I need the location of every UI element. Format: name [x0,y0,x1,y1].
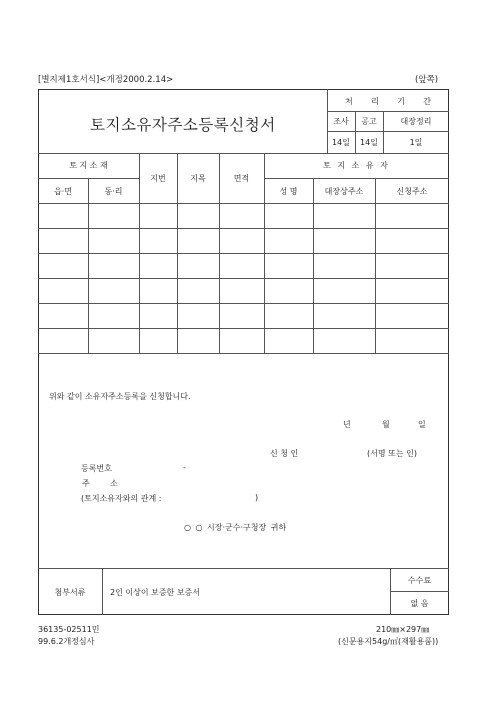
divider [88,178,89,353]
form-code: [별지제1호서식]<개정2000.2.14> [38,75,174,85]
applicant-label: 신 청 인 [270,449,299,458]
divider [327,111,449,112]
divider [264,153,265,353]
fee-label: 수수료 [407,576,432,585]
divider [390,591,449,592]
processing-period-label: 처 리 기 간 [345,97,431,106]
divider [102,568,103,615]
divider [38,328,449,329]
footer-form-code: 36135-02511민 [38,625,100,634]
header-owner-name: 성 명 [279,187,298,196]
divider [38,228,449,229]
registration-number-label: 등록번호 [81,464,112,473]
divider [38,568,449,569]
fee-value: 없 음 [410,599,429,608]
divider [38,278,449,279]
footer-approval: 99.6.2개정심사 [38,637,95,646]
application-statement: 위와 같이 소유자주소등록을 신청합니다. [49,392,191,401]
divider [38,153,449,154]
header-dong-ri: 동·리 [104,187,123,196]
header-eup-myeon: 읍·면 [54,187,72,196]
processing-days-notice: 14일 [360,138,378,147]
page-side-label: (앞쪽) [415,75,439,85]
header-land-category: 지목 [190,174,206,183]
land-location-header: 토 지 소 재 [69,161,108,170]
divider [313,178,314,353]
divider [375,178,376,353]
divider [327,131,449,132]
divider [38,353,449,354]
divider [38,203,449,204]
date-year: 년 [343,420,351,429]
signature-note: (서명 또는 인) [367,449,417,458]
divider [264,178,449,179]
date-month: 월 [382,420,390,429]
processing-col-survey: 조사 [333,117,349,126]
footer-paper-size: 210㎜×297㎜ [376,625,430,634]
land-owner-header: 토 지 소 유 자 [323,161,390,170]
processing-col-ledger: 대장정리 [400,117,432,126]
processing-days-ledger: 1일 [409,138,423,147]
header-ledger-address: 대장상주소 [324,187,364,196]
divider [38,303,449,304]
form-title: 토지소유자주소등록신청서 [90,116,276,134]
attachments-content: 2인 이상이 보증한 보증서 [110,588,200,597]
header-requested-address: 신청주소 [396,187,428,196]
addressee: ○ ○ 시장·군수·구청장 귀하 [184,523,287,532]
footer-paper-type: (신문용지54g/㎡(재활용품)) [338,637,439,646]
processing-days-survey: 14일 [332,138,350,147]
registration-number-dash: - [183,463,186,472]
header-lot-number: 지번 [150,174,166,183]
address-label-2: 소 [110,479,118,488]
header-area: 면적 [233,174,250,183]
relation-label: (토지소유자와의 관계 : [81,494,162,503]
processing-col-notice: 공고 [361,117,377,126]
relation-close: ) [255,493,259,502]
date-day: 일 [418,420,426,429]
attachments-label: 첨부서류 [54,588,86,597]
address-label-1: 주 [82,479,90,488]
divider [38,253,449,254]
